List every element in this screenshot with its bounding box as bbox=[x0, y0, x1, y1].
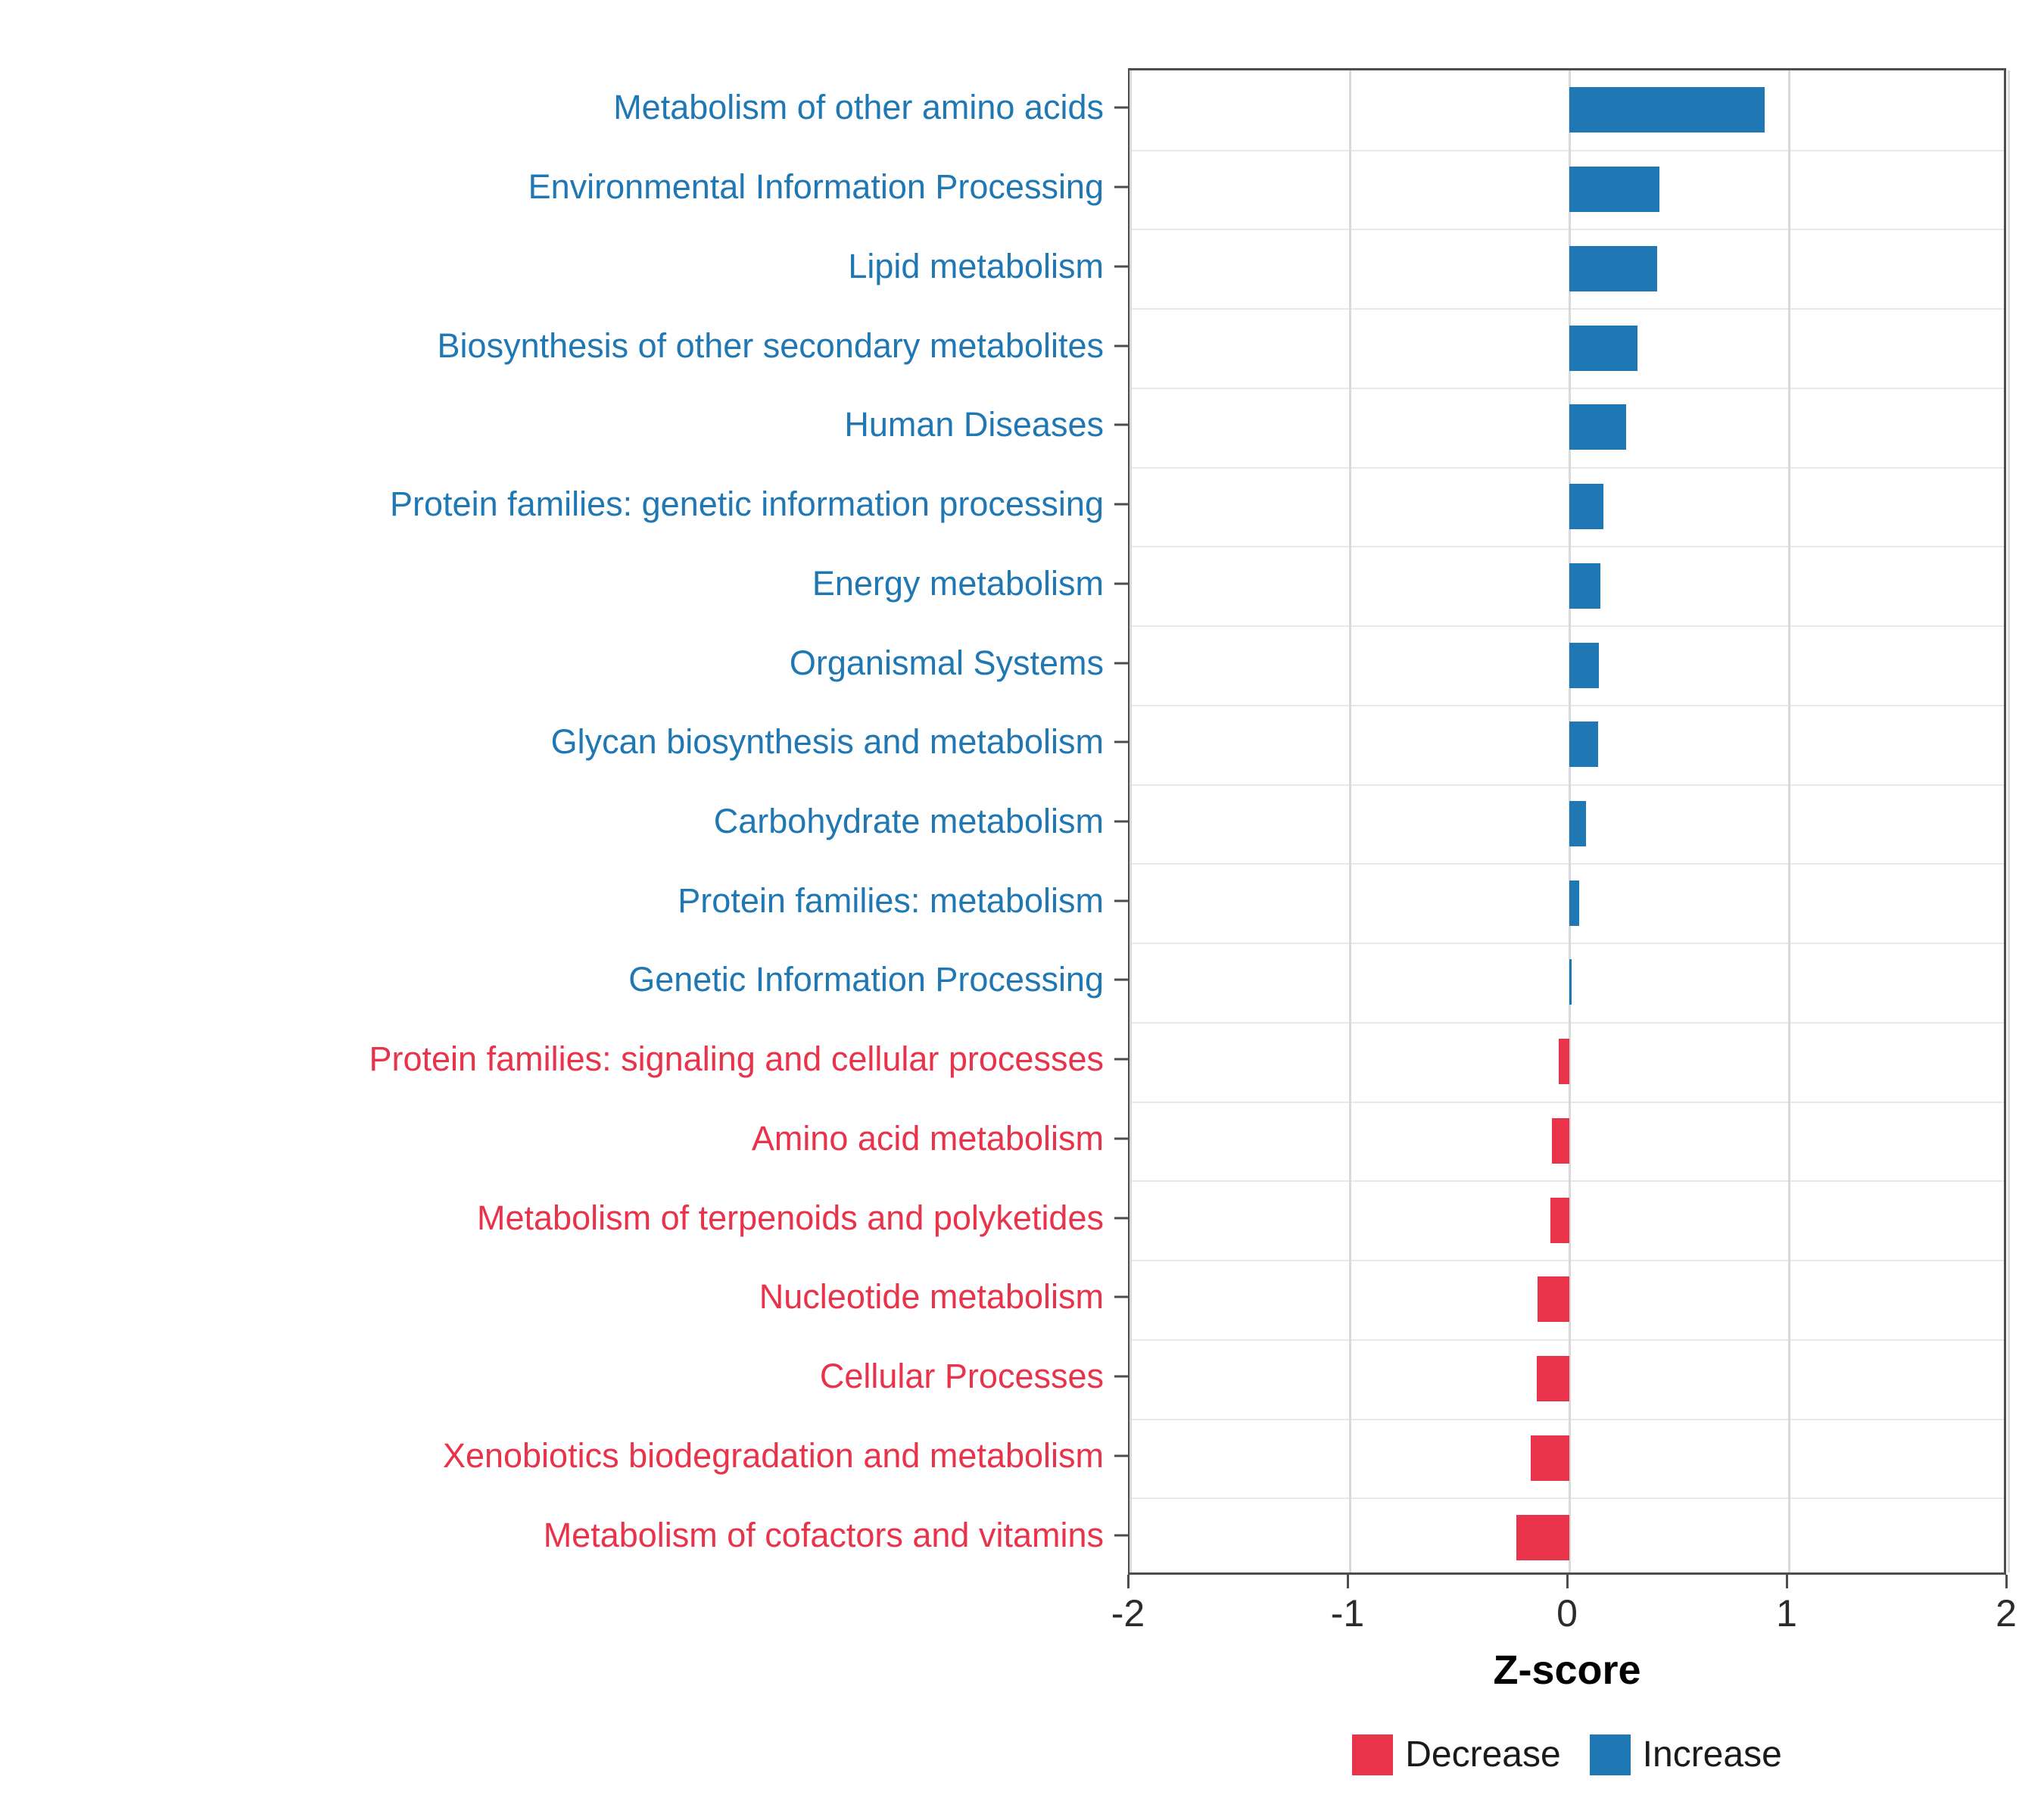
bar bbox=[1552, 1118, 1569, 1164]
x-axis-tick-label: 1 bbox=[1776, 1592, 1797, 1635]
category-label: Metabolism of cofactors and vitamins bbox=[543, 1515, 1104, 1554]
bar bbox=[1531, 1435, 1569, 1481]
bar bbox=[1569, 722, 1598, 767]
bar bbox=[1516, 1515, 1569, 1560]
gridline-vertical bbox=[2008, 70, 2010, 1572]
legend-item-increase bbox=[1590, 1734, 1782, 1775]
gridline-horizontal bbox=[1130, 1260, 2004, 1261]
gridline-horizontal bbox=[1130, 388, 2004, 389]
gridline-vertical bbox=[1788, 70, 1790, 1572]
bar bbox=[1537, 1356, 1570, 1401]
category-label: Protein families: genetic information processing bbox=[390, 485, 1104, 524]
y-axis-tick bbox=[1114, 821, 1128, 823]
legend-label: Decrease bbox=[1405, 1734, 1561, 1775]
y-axis-tick bbox=[1114, 1296, 1128, 1298]
y-axis-tick bbox=[1114, 582, 1128, 584]
x-axis-tick-label: -1 bbox=[1330, 1592, 1365, 1635]
gridline-horizontal bbox=[1130, 1180, 2004, 1182]
y-axis-tick bbox=[1114, 1454, 1128, 1457]
y-axis-tick bbox=[1114, 344, 1128, 347]
category-label: Xenobiotics biodegradation and metabolism bbox=[442, 1435, 1104, 1475]
bar bbox=[1559, 1039, 1570, 1084]
bar bbox=[1569, 404, 1626, 450]
x-axis-tick bbox=[1347, 1575, 1349, 1588]
bar bbox=[1569, 167, 1659, 212]
gridline-horizontal bbox=[1130, 229, 2004, 230]
y-axis-tick bbox=[1114, 662, 1128, 664]
y-axis-tick bbox=[1114, 1217, 1128, 1219]
legend-label: Increase bbox=[1642, 1734, 1782, 1775]
gridline-horizontal bbox=[1130, 784, 2004, 786]
x-axis-tick bbox=[1566, 1575, 1569, 1588]
gridline-horizontal bbox=[1130, 1102, 2004, 1103]
x-axis-tick bbox=[2005, 1575, 2008, 1588]
y-axis-tick bbox=[1114, 1137, 1128, 1139]
gridline-horizontal bbox=[1130, 1339, 2004, 1341]
bar bbox=[1569, 801, 1586, 846]
bar bbox=[1569, 484, 1603, 529]
bar bbox=[1550, 1198, 1569, 1243]
y-axis-tick bbox=[1114, 424, 1128, 426]
category-label: Nucleotide metabolism bbox=[759, 1277, 1104, 1317]
y-axis-tick bbox=[1114, 1534, 1128, 1536]
x-axis-tick-label: 0 bbox=[1556, 1592, 1578, 1635]
category-label: Human Diseases bbox=[844, 405, 1104, 444]
bar bbox=[1569, 87, 1765, 132]
bar bbox=[1569, 326, 1637, 371]
bar bbox=[1569, 643, 1599, 688]
legend bbox=[1128, 1734, 2006, 1775]
plot-panel bbox=[1128, 68, 2006, 1575]
gridline-horizontal bbox=[1130, 863, 2004, 865]
gridline-horizontal bbox=[1130, 943, 2004, 944]
y-axis-tick bbox=[1114, 1376, 1128, 1378]
category-axis bbox=[0, 68, 1120, 1575]
gridline-vertical bbox=[1349, 70, 1351, 1572]
gridline-horizontal bbox=[1130, 1498, 2004, 1499]
bar bbox=[1569, 563, 1600, 609]
y-axis-tick bbox=[1114, 741, 1128, 743]
gridline-horizontal bbox=[1130, 705, 2004, 706]
gridline-vertical bbox=[1129, 70, 1132, 1572]
category-label: Carbohydrate metabolism bbox=[713, 802, 1104, 840]
category-label: Biosynthesis of other secondary metabolites bbox=[437, 326, 1104, 365]
category-label: Cellular Processes bbox=[819, 1357, 1104, 1396]
category-label: Organismal Systems bbox=[789, 643, 1104, 682]
gridline-horizontal bbox=[1130, 150, 2004, 151]
gridline-horizontal bbox=[1130, 625, 2004, 627]
category-label: Genetic Information Processing bbox=[628, 960, 1104, 999]
y-axis-tick bbox=[1114, 503, 1128, 506]
x-axis-tick-label: -2 bbox=[1111, 1592, 1145, 1635]
y-axis-tick bbox=[1114, 979, 1128, 981]
bar bbox=[1569, 246, 1657, 291]
legend-item-decrease bbox=[1352, 1734, 1560, 1775]
legend-swatch-decrease bbox=[1352, 1734, 1393, 1775]
legend-swatch-increase bbox=[1590, 1734, 1631, 1775]
category-label: Amino acid metabolism bbox=[751, 1118, 1104, 1158]
category-label: Energy metabolism bbox=[812, 563, 1104, 603]
category-label: Lipid metabolism bbox=[848, 246, 1104, 285]
bar bbox=[1569, 880, 1579, 926]
gridline-horizontal bbox=[1130, 546, 2004, 547]
x-axis-tick-label: 2 bbox=[1996, 1592, 2017, 1635]
gridline-horizontal bbox=[1130, 467, 2004, 469]
category-label: Environmental Information Processing bbox=[528, 167, 1104, 207]
bar bbox=[1538, 1276, 1569, 1322]
x-axis-tick bbox=[1127, 1575, 1129, 1588]
y-axis-tick bbox=[1114, 265, 1128, 267]
y-axis-tick bbox=[1114, 186, 1128, 189]
y-axis-tick bbox=[1114, 107, 1128, 109]
y-axis-tick bbox=[1114, 899, 1128, 902]
gridline-horizontal bbox=[1130, 308, 2004, 310]
gridline-horizontal bbox=[1130, 1022, 2004, 1024]
y-axis-tick bbox=[1114, 1058, 1128, 1061]
category-label: Protein families: signaling and cellular processes bbox=[369, 1039, 1104, 1079]
bar bbox=[1569, 959, 1572, 1005]
category-label: Glycan biosynthesis and metabolism bbox=[550, 722, 1104, 762]
gridline-horizontal bbox=[1130, 1419, 2004, 1420]
x-axis-title: Z-score bbox=[1493, 1647, 1641, 1693]
category-label: Metabolism of other amino acids bbox=[613, 88, 1104, 127]
category-label: Metabolism of terpenoids and polyketides bbox=[477, 1198, 1104, 1237]
x-axis-tick bbox=[1786, 1575, 1788, 1588]
category-label: Protein families: metabolism bbox=[678, 880, 1104, 920]
